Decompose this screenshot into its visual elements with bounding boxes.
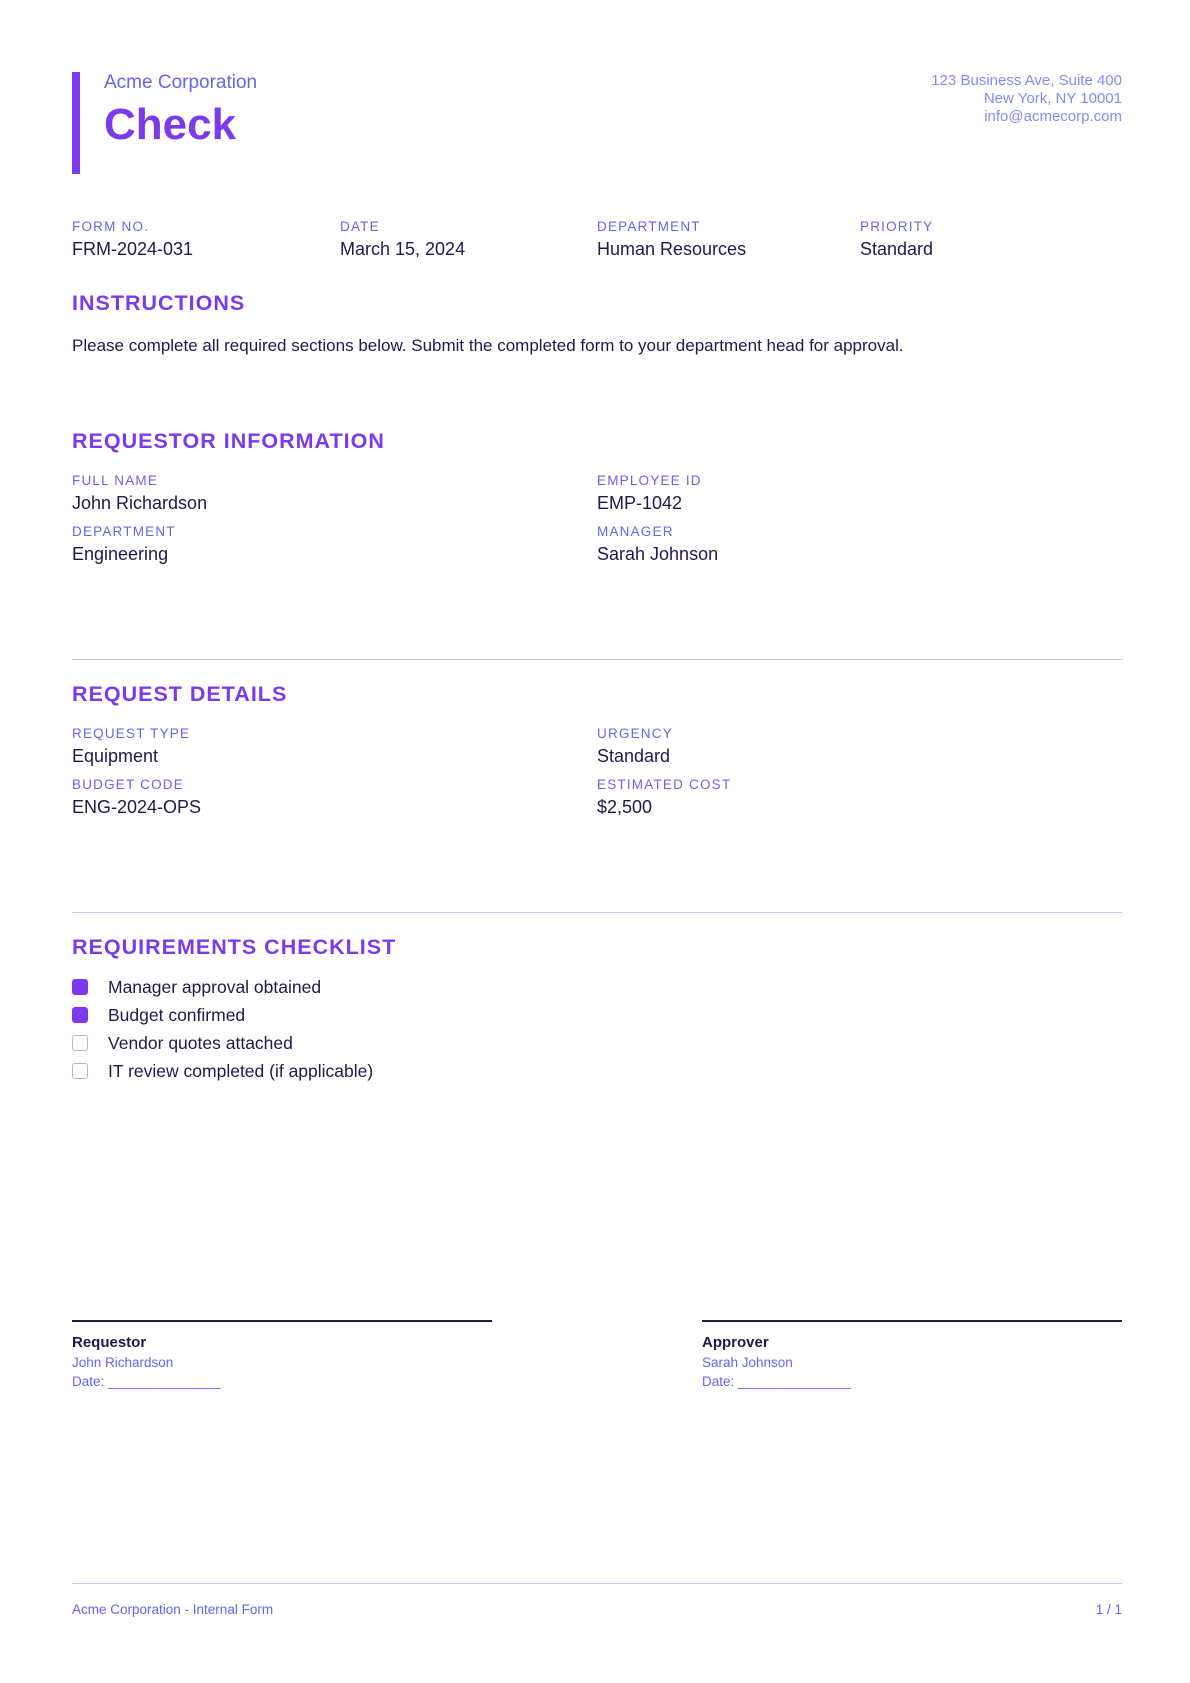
approver-signature-block	[702, 1320, 1122, 1389]
signature-line[interactable]	[702, 1320, 1122, 1322]
field-manager	[597, 524, 718, 565]
meta-form-no	[72, 219, 193, 260]
signature-line[interactable]	[72, 1320, 492, 1322]
employee-id-value: EMP-1042	[597, 493, 683, 513]
checkbox[interactable]	[72, 979, 88, 995]
checkbox[interactable]	[72, 1063, 88, 1079]
estimated-cost-value: $2,500	[597, 797, 653, 817]
address-line-1: 123 Business Ave, Suite 400	[931, 72, 1122, 89]
field-full-name	[72, 473, 207, 514]
priority-value: Standard	[860, 239, 934, 259]
full-name-value: John Richardson	[72, 493, 208, 513]
field-urgency	[597, 726, 673, 767]
checklist-item[interactable]	[72, 1061, 672, 1089]
checklist-item[interactable]	[72, 977, 672, 1005]
department-value: Human Resources	[597, 239, 747, 259]
signature-role: Approver	[702, 1334, 769, 1351]
form-page	[72, 0, 1122, 1683]
employee-id-label: EMPLOYEE ID	[597, 473, 702, 488]
header-accent-bar	[72, 72, 80, 174]
signature-date: Date: _______________	[72, 1374, 221, 1389]
urgency-value: Standard	[597, 746, 671, 766]
signature-role: Requestor	[72, 1334, 147, 1351]
checklist-heading: REQUIREMENTS CHECKLIST	[72, 935, 397, 959]
form-no-value: FRM-2024-031	[72, 239, 194, 259]
requestor-department-value: Engineering	[72, 544, 169, 564]
address-line-2: New York, NY 10001	[983, 90, 1122, 107]
company-address	[931, 72, 1122, 126]
checklist-item-label: Vendor quotes attached	[108, 1033, 293, 1053]
form-no-label: FORM NO.	[72, 219, 150, 234]
requirements-checklist	[72, 977, 672, 1089]
date-value: March 15, 2024	[340, 239, 466, 259]
form-meta	[72, 219, 1122, 263]
field-request-type	[72, 726, 190, 767]
requestor-signature-block	[72, 1320, 492, 1389]
requestor-department-label: DEPARTMENT	[72, 524, 176, 539]
instructions-heading: INSTRUCTIONS	[72, 291, 246, 315]
budget-code-value: ENG-2024-OPS	[72, 797, 202, 817]
checklist-item-label: Manager approval obtained	[108, 977, 322, 997]
full-name-label: FULL NAME	[72, 473, 159, 488]
estimated-cost-label: ESTIMATED COST	[597, 777, 732, 792]
signature-name: John Richardson	[72, 1355, 174, 1370]
company-name: Acme Corporation	[104, 72, 258, 93]
section-divider	[72, 659, 1122, 660]
instructions-text: Please complete all required sections below. Submit the completed form to your department head for approval.	[72, 336, 904, 355]
request-type-label: REQUEST TYPE	[72, 726, 191, 741]
footer-text: Acme Corporation - Internal Form	[72, 1602, 274, 1617]
manager-label: MANAGER	[597, 524, 674, 539]
document-title: Check	[104, 100, 237, 149]
checklist-item-label: IT review completed (if applicable)	[108, 1061, 374, 1081]
urgency-label: URGENCY	[597, 726, 673, 741]
meta-date	[340, 219, 465, 260]
signature-name: Sarah Johnson	[702, 1355, 793, 1370]
department-label: DEPARTMENT	[597, 219, 701, 234]
section-divider	[72, 912, 1122, 913]
field-requestor-department	[72, 524, 176, 565]
budget-code-label: BUDGET CODE	[72, 777, 184, 792]
checklist-item-label: Budget confirmed	[108, 1005, 246, 1025]
meta-department	[597, 219, 746, 260]
checkbox[interactable]	[72, 1035, 88, 1051]
field-estimated-cost	[597, 777, 731, 818]
page-number: 1 / 1	[1095, 1602, 1122, 1617]
requestor-section-heading: REQUESTOR INFORMATION	[72, 429, 385, 453]
checklist-item[interactable]	[72, 1005, 672, 1033]
company-email: info@acmecorp.com	[984, 108, 1122, 125]
document-header	[72, 72, 1122, 174]
checklist-item[interactable]	[72, 1033, 672, 1061]
checkbox[interactable]	[72, 1007, 88, 1023]
field-budget-code	[72, 777, 201, 818]
signature-date: Date: _______________	[702, 1374, 851, 1389]
manager-value: Sarah Johnson	[597, 544, 719, 564]
date-label: DATE	[340, 219, 380, 234]
priority-label: PRIORITY	[860, 219, 934, 234]
meta-priority	[860, 219, 933, 260]
footer-divider	[72, 1583, 1122, 1584]
request-type-value: Equipment	[72, 746, 159, 766]
request-details-heading: REQUEST DETAILS	[72, 682, 288, 706]
field-employee-id	[597, 473, 702, 514]
